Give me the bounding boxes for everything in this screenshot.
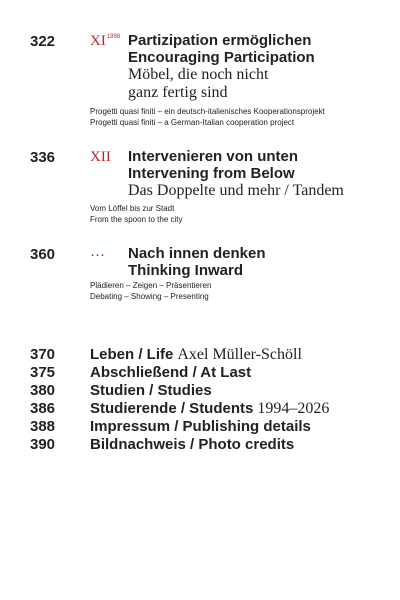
list-item-page: 375 (30, 364, 56, 381)
chapter-superscript: 1998 (106, 34, 121, 40)
chapter-number: XII (90, 149, 111, 165)
list-item-label: Bildnachweis / Photo credits (90, 436, 295, 453)
entry-note: Debating – Showing – Presenting (90, 292, 209, 301)
entry-title-en: Encouraging Participation (128, 49, 315, 66)
list-item-extra: 1994–2026 (257, 400, 330, 417)
list-item-label: Impressum / Publishing details (90, 418, 311, 435)
entry-subtitle-line: Möbel, die noch nicht (128, 66, 269, 83)
list-item-page: 386 (30, 400, 56, 417)
chapter-number (90, 33, 119, 50)
list-item-page: 388 (30, 418, 56, 435)
list-item-label: Abschließend / At Last (90, 364, 252, 381)
list-item-page: 380 (30, 382, 56, 399)
entry-title-block (128, 148, 393, 200)
entry-title-de: Nach innen denken (128, 245, 266, 262)
back-matter-list (30, 346, 390, 454)
entry-title-en: Thinking Inward (128, 262, 243, 279)
entry-title-en: Intervening from Below (128, 165, 295, 182)
list-item (30, 346, 390, 364)
entry-note: Progetti quasi finiti – a German-Italian cooperation project (90, 118, 295, 127)
entry-note: Plädieren – Zeigen – Präsentieren (90, 281, 212, 290)
list-item-label: Studien / Studies (90, 382, 212, 399)
list-item (30, 364, 390, 382)
entry-subtitle-line: Das Doppelte und mehr / Tandem (128, 182, 344, 199)
chapter-numeral: XI (90, 33, 106, 49)
list-item-page: 390 (30, 436, 56, 453)
entry-page-number: 360 (30, 246, 56, 263)
list-item (30, 382, 390, 400)
entry-title-de: Partizipation ermöglichen (128, 32, 312, 49)
entry-page-number: 322 (30, 33, 56, 50)
list-item-label: Studierende / Students (90, 400, 254, 417)
entry-note: Progetti quasi finiti – ein deutsch-italienisches Kooperationsprojekt (90, 107, 325, 116)
list-item (30, 400, 390, 418)
list-item-label: Leben / Life (90, 346, 174, 363)
list-item (30, 418, 390, 436)
list-item (30, 436, 390, 454)
chapter-number: … (90, 244, 105, 260)
entry-title-block (128, 245, 393, 279)
entry-page-number: 336 (30, 149, 56, 166)
entry-title-block (128, 32, 393, 102)
list-item-extra: Axel Müller-Schöll (177, 346, 302, 363)
entry-subtitle-line: ganz fertig sind (128, 84, 228, 101)
entry-note: From the spoon to the city (90, 215, 183, 224)
list-item-page: 370 (30, 346, 56, 363)
entry-title-de: Intervenieren von unten (128, 148, 299, 165)
entry-note: Vom Löffel bis zur Stadt (90, 204, 175, 213)
